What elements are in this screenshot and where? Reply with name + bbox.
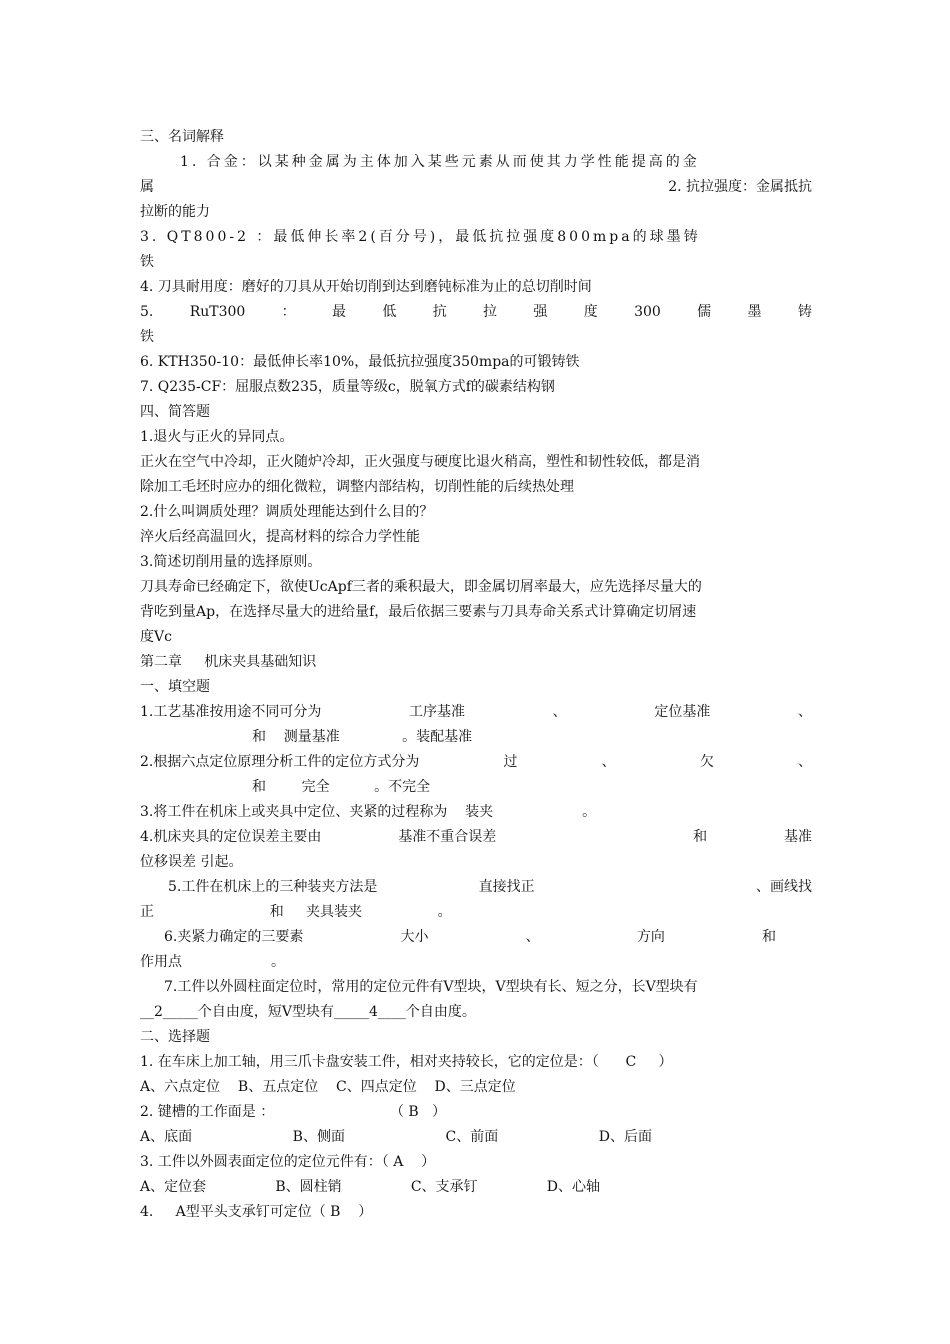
fill-5-part: 、画线找 <box>755 879 812 895</box>
fill-6-part: 大小 <box>400 929 429 945</box>
definition-5-part: 墨 <box>747 304 762 320</box>
choice-4: 4. A型平头支承钉可定位（ B ） <box>140 1204 373 1220</box>
fill-4-part: 基准 <box>783 829 812 845</box>
fill-6-part: 6.夹紧力确定的三要素 <box>164 929 304 945</box>
fill-4-part: 基准不重合误差 <box>398 829 497 845</box>
option: D、后面 <box>598 1129 652 1145</box>
chapter-title: 第二章 机床夹具基础知识 <box>140 654 317 670</box>
definition-5-part: 抗 <box>432 304 447 320</box>
fill-5-part: 直接找正 <box>478 879 535 895</box>
fill-1-part: 1.工艺基准按用途不同可分为 <box>140 704 322 720</box>
fill-6-part: 方向 <box>636 929 665 945</box>
choice-1-options: A、六点定位 B、五点定位 C、四点定位 D、三点定位 <box>140 1079 516 1095</box>
definition-5-part: 强 <box>533 304 548 320</box>
definition-5-part: 拉 <box>483 304 498 320</box>
fill-2-line-2: 和 完全 。不完全 <box>252 779 431 795</box>
fill-2-part: 欠 <box>699 754 714 770</box>
section-heading-short-answer: 四、简答题 <box>140 404 210 420</box>
option: C、前面 <box>445 1129 499 1145</box>
definition-5-part: 300 <box>634 304 661 320</box>
option: B、侧面 <box>292 1129 345 1145</box>
definition-3-line-2: 铁 <box>140 254 154 270</box>
definition-4: 4. 刀具耐用度：磨好的刀具从开始切削到达到磨钝标准为止的总切削时间 <box>140 279 592 295</box>
definition-5-line-1 <box>140 300 812 325</box>
choice-2: 2. 键槽的工作面是 ： （ B ） <box>140 1104 447 1120</box>
definition-5-part: ： <box>281 304 296 320</box>
option: D、心轴 <box>546 1179 600 1195</box>
fill-5-line-2: 正 和 夹具装夹 。 <box>140 904 452 920</box>
definition-5-part: RuT300 <box>189 304 246 320</box>
fill-5-part: 5.工件在机床上的三种装夹方法是 <box>168 879 378 895</box>
definition-1-line-2: 属 <box>140 179 154 195</box>
choice-2-options <box>140 1125 652 1150</box>
answer-2: 淬火后经高温回火，提高材料的综合力学性能 <box>140 529 420 545</box>
fill-1-line-1 <box>140 700 812 725</box>
answer-3-line-2: 背吃到量Ap，在选择尽量大的进给量f，最后依据三要素与刀具寿命关系式计算确定切屑速 <box>140 604 697 620</box>
fill-1-part: 工序基准 <box>409 704 466 720</box>
fill-1-part: 定位基准 <box>654 704 711 720</box>
fill-4-line-2: 位移误差 引起。 <box>140 854 243 870</box>
fill-1-line-2: 和 测量基准 。装配基准 <box>252 729 473 745</box>
fill-2-line-1 <box>140 750 812 775</box>
answer-1-line-1: 正火在空气中冷却，正火随炉冷却，正火强度与硬度比退火稍高，塑性和韧性较低，都是消 <box>140 454 700 470</box>
definition-5-part: 低 <box>382 304 397 320</box>
choice-1: 1. 在车床上加工轴，用三爪卡盘安装工件，相对夹持较长，它的定位是：（ C ） <box>140 1054 673 1070</box>
answer-1-line-2: 除加工毛坯时应办的细化微粒，调整内部结构，切削性能的后续热处理 <box>140 479 574 495</box>
option: C、支承钉 <box>410 1179 478 1195</box>
fill-1-part: 、 <box>797 704 812 720</box>
answer-3-line-3: 度Vc <box>140 629 172 645</box>
fill-4-line-1 <box>140 825 812 850</box>
choice-3: 3. 工件以外圆表面定位的定位元件有：（ A ） <box>140 1154 436 1170</box>
fill-6-line-1 <box>164 925 776 950</box>
definition-5-line-2: 铁 <box>140 329 154 345</box>
definition-5-part: 5. <box>140 304 154 320</box>
definition-3-line-1: 3. QT800-2 ：最低伸长率2(百分号)，最低抗拉强度800mpa的球墨铸 <box>140 229 701 245</box>
section-heading-fill-in: 一、填空题 <box>140 679 210 695</box>
definition-1-line-1: 1. 合金：以某种金属为主体加入某些元素从而使其力学性能提高的金 <box>180 154 700 170</box>
section-heading-multiple-choice: 二、选择题 <box>140 1029 210 1045</box>
question-3: 3.简述切削用量的选择原则。 <box>140 554 322 570</box>
definition-5-part: 儒 <box>697 304 712 320</box>
definition-6: 6. KTH350-10：最低伸长率10%，最低抗拉强度350mpa的可锻铸铁 <box>140 354 580 370</box>
fill-4-part: 4.机床夹具的定位误差主要由 <box>140 829 322 845</box>
option: B、圆柱销 <box>275 1179 342 1195</box>
definition-7: 7. Q235-CF：屈服点数235，质量等级c，脱氧方式f的碳素结构钢 <box>140 379 555 395</box>
fill-5-line-1 <box>168 875 812 900</box>
fill-2-part: 2.根据六点定位原理分析工件的定位方式分为 <box>140 754 420 770</box>
fill-6-part: 和 <box>761 929 776 945</box>
definition-2-line-1: 2. 抗拉强度：金属抵抗 <box>668 179 812 195</box>
option: A、底面 <box>140 1129 193 1145</box>
definition-1-2-line <box>140 175 812 200</box>
definition-5-part: 度 <box>583 304 598 320</box>
definition-5-part: 最 <box>332 304 347 320</box>
fill-6-line-2: 作用点 。 <box>140 954 286 970</box>
question-2: 2.什么叫调质处理？调质处理能达到什么目的？ <box>140 504 434 520</box>
definition-5-part: 铸 <box>797 304 812 320</box>
fill-4-part: 和 <box>693 829 708 845</box>
question-1: 1.退火与正火的异同点。 <box>140 429 294 445</box>
fill-2-part: 、 <box>797 754 812 770</box>
fill-1-part: 、 <box>552 704 567 720</box>
answer-3-line-1: 刀具寿命已经确定下，欲使UcApf三者的乘积最大，即金属切屑率最大，应先选择尽量大的 <box>140 579 702 595</box>
section-heading-definitions: 三、名词解释 <box>140 129 224 145</box>
choice-3-options <box>140 1175 600 1200</box>
fill-2-part: 过 <box>503 754 518 770</box>
fill-6-part: 、 <box>525 929 540 945</box>
fill-3: 3.将工件在机床上或夹具中定位、夹紧的过程称为 装夹 。 <box>140 804 597 820</box>
definition-2-line-2: 拉断的能力 <box>140 204 210 220</box>
fill-2-part: 、 <box>601 754 616 770</box>
option: A、定位套 <box>140 1179 207 1195</box>
fill-7-line-1: 7.工件以外圆柱面定位时，常用的定位元件有V型块，V型块有长、短之分，长V型块有 <box>164 979 698 995</box>
fill-7-line-2: __2_____个自由度，短V型块有_____4____个自由度。 <box>140 1004 476 1020</box>
